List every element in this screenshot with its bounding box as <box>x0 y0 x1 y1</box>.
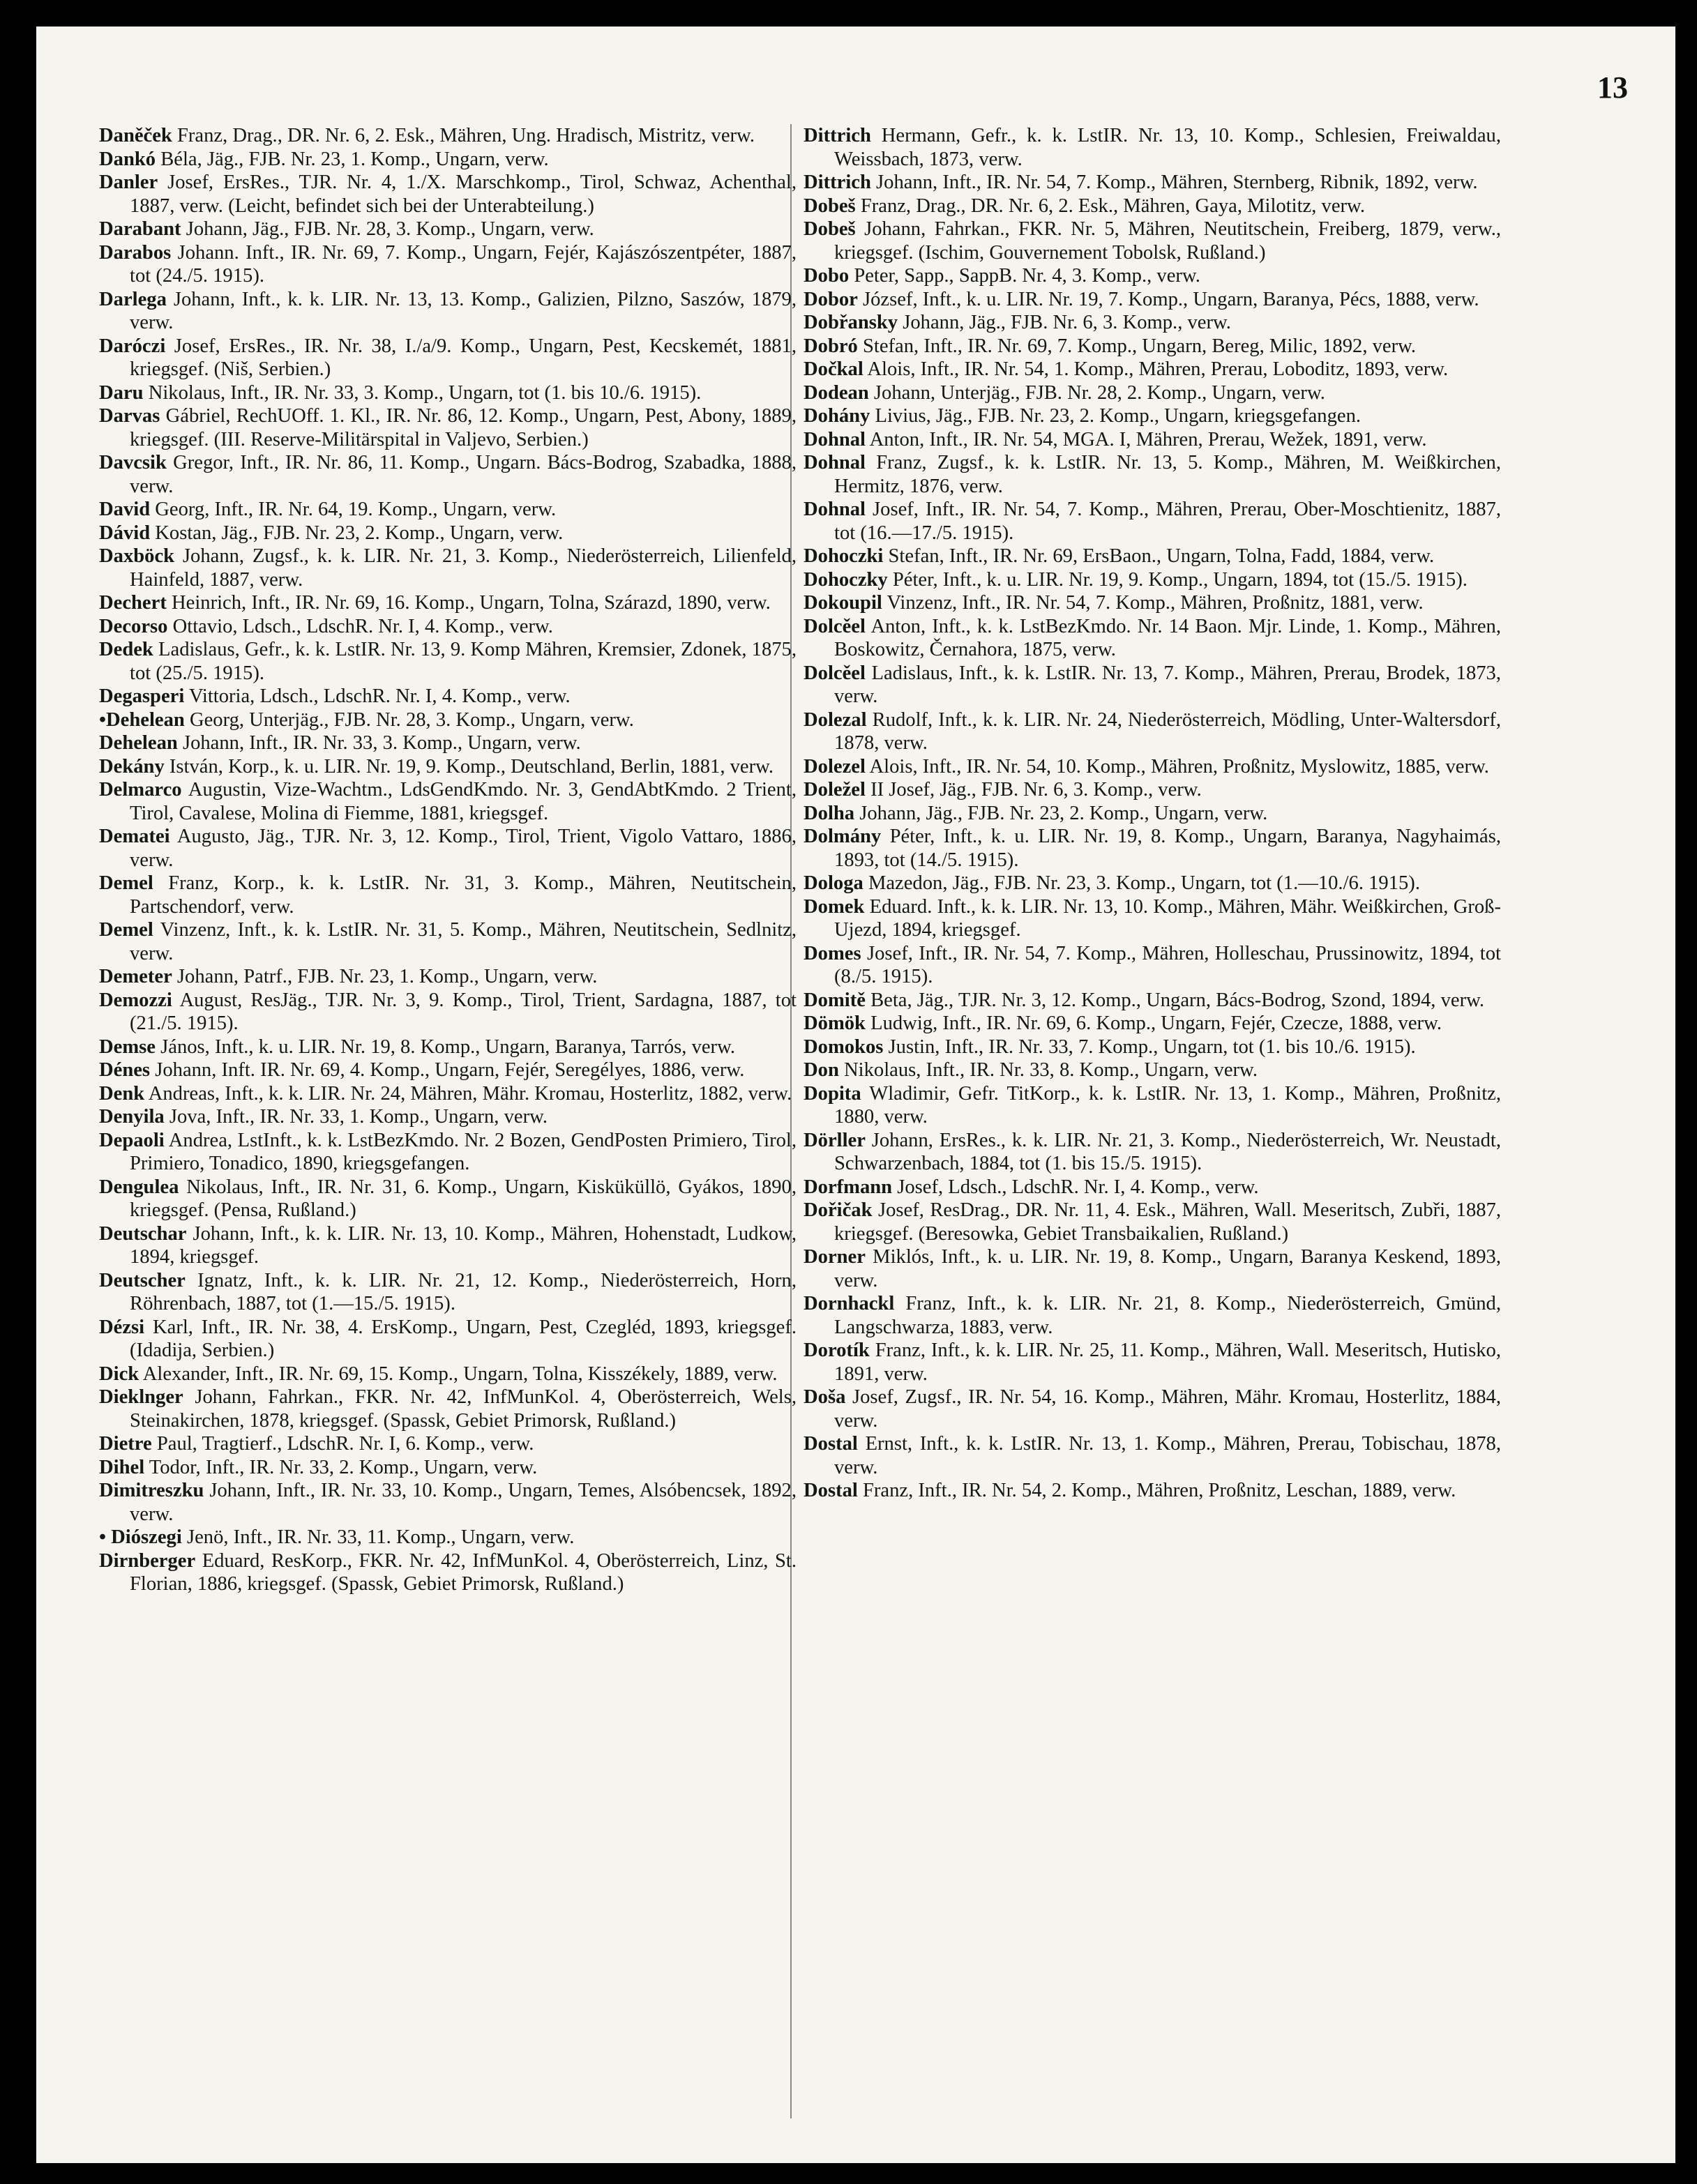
entry-surname: Doležel <box>804 779 866 801</box>
register-entry <box>804 124 1501 171</box>
register-entry <box>99 124 797 148</box>
entry-details: Johann, Jäg., FJB. Nr. 6, 3. Komp., verw. <box>903 312 1231 333</box>
entry-surname: Don <box>804 1059 839 1081</box>
entry-details: Augusto, Jäg., TJR. Nr. 3, 12. Komp., Tirol, Trient, Vigolo Vattaro, 1886, verw. <box>130 826 797 871</box>
entry-details: Peter, Sapp., SappB. Nr. 4, 3. Komp., verw. <box>854 265 1200 287</box>
entry-details: Johann, Fahrkan., FKR. Nr. 42, InfMunKol. 4, Oberösterreich, Wels, Steinakirchen, 1878, kriegsgef. (Spassk, Gebiet Primorsk, Rußland.) <box>130 1386 797 1432</box>
entry-surname: Degasperi <box>99 685 185 707</box>
entry-details: Johann, Jäg., FJB. Nr. 23, 2. Komp., Ungarn, verw. <box>859 802 1268 824</box>
entry-surname: Dologa <box>804 872 863 894</box>
entry-details: Johann. Inft., IR. Nr. 69, 7. Komp., Ungarn, Fejér, Kajászószentpéter, 1887, tot (24./5. 1915). <box>130 241 797 287</box>
entry-details: Béla, Jäg., FJB. Nr. 23, 1. Komp., Ungarn, verw. <box>160 148 549 170</box>
entry-details: Josef, Ldsch., LdschR. Nr. I, 4. Komp., verw. <box>897 1176 1259 1198</box>
entry-details: Franz, Inft., IR. Nr. 54, 2. Komp., Mähren, Proßnitz, Leschan, 1889, verw. <box>863 1480 1456 1501</box>
entry-surname: Dömök <box>804 1013 866 1034</box>
entry-details: Ladislaus, Inft., k. k. LstIR. Nr. 13, 7. Komp., Mähren, Prerau, Brodek, 1873, verw. <box>834 662 1501 707</box>
register-entry <box>99 918 797 965</box>
register-entry <box>99 1129 797 1176</box>
entry-surname: Dirnberger <box>99 1549 196 1572</box>
entry-details: II Josef, Jäg., FJB. Nr. 6, 3. Komp., verw. <box>870 779 1202 801</box>
register-entry <box>99 241 797 288</box>
entry-surname: Darvas <box>99 405 160 427</box>
register-entry <box>99 1386 797 1432</box>
entry-details: Johann, Inft., IR. Nr. 33, 10. Komp., Ungarn, Temes, Alsóbencsek, 1892, verw. <box>130 1480 797 1525</box>
register-entry <box>804 428 1501 452</box>
entry-surname: Deutschar <box>99 1222 187 1245</box>
entry-surname: Dittrich <box>804 172 871 193</box>
entry-surname: Domek <box>804 895 865 918</box>
register-entry <box>804 778 1501 802</box>
entry-surname: Danler <box>99 172 158 193</box>
register-entry <box>804 1082 1501 1129</box>
entry-details: Georg, Unterjäg., FJB. Nr. 28, 3. Komp., Ungarn, verw. <box>189 708 634 731</box>
entry-surname: Demeter <box>99 966 172 987</box>
register-entry <box>804 755 1501 779</box>
entry-surname: Deutscher <box>99 1269 186 1291</box>
entry-surname: Dietre <box>99 1433 152 1455</box>
entry-surname: Dohnal <box>804 499 866 520</box>
register-entry <box>804 498 1501 545</box>
entry-details: Johann, Unterjäg., FJB. Nr. 28, 2. Komp., Ungarn, verw. <box>873 381 1325 404</box>
entry-details: Todor, Inft., IR. Nr. 33, 2. Komp., Ungarn, verw. <box>149 1456 538 1478</box>
register-entry <box>99 335 797 381</box>
entry-details: Eduard. Inft., k. k. LIR. Nr. 13, 10. Komp., Mähren, Mähr. Weißkirchen, Groß-Ujezd, 1894, kriegsgef. <box>834 895 1501 941</box>
register-entry <box>99 755 797 779</box>
register-entry <box>804 264 1501 288</box>
entry-surname: David <box>99 499 151 520</box>
entry-surname: Darabos <box>99 241 172 264</box>
entry-surname: Dobo <box>804 265 850 287</box>
entry-surname: Dořičak <box>804 1199 873 1221</box>
register-entry <box>99 1549 797 1596</box>
entry-details: János, Inft., k. u. LIR. Nr. 19, 8. Komp., Ungarn, Baranya, Tarrós, verw. <box>160 1036 736 1058</box>
entry-details: Josef, Zugsf., IR. Nr. 54, 16. Komp., Mähren, Mähr. Kromau, Hosterlitz, 1884, verw. <box>834 1386 1501 1432</box>
entry-surname: Dobeš <box>804 218 856 240</box>
entry-surname: Demel <box>99 919 153 941</box>
register-entry <box>804 1245 1501 1292</box>
entry-surname: Dohány <box>804 405 870 427</box>
register-entry <box>804 872 1501 895</box>
register-entry <box>804 1432 1501 1479</box>
entry-details: Nikolaus, Inft., IR. Nr. 31, 6. Komp., Ungarn, Kisküküllö, Gyákos, 1890, kriegsgef. (Pensa, Rußland.) <box>130 1176 797 1221</box>
entry-surname: Daróczi <box>99 335 166 357</box>
entry-surname: Dorner <box>804 1246 866 1268</box>
entry-details: Beta, Jäg., TJR. Nr. 3, 12. Komp., Ungarn, Bács-Bodrog, Szond, 1894, verw. <box>870 989 1485 1011</box>
entry-details: Anton, Inft., IR. Nr. 54, MGA. I, Mähren, Prerau, Wežek, 1891, verw. <box>869 428 1427 450</box>
entry-surname: Demel <box>99 872 153 894</box>
register-entry <box>804 1129 1501 1176</box>
entry-details: Miklós, Inft., k. u. LIR. Nr. 19, 8. Komp., Ungarn, Baranya Keskend, 1893, verw. <box>834 1246 1501 1291</box>
register-entry <box>804 218 1501 264</box>
entry-surname: Dolha <box>804 802 855 824</box>
entry-surname: Depaoli <box>99 1129 165 1151</box>
entry-surname: Daru <box>99 381 144 404</box>
entry-surname: Dekány <box>99 755 165 778</box>
entry-details: Alois, Inft., IR. Nr. 54, 10. Komp., Mähren, Proßnitz, Myslowitz, 1885, verw. <box>869 755 1489 778</box>
entry-details: Hermann, Gefr., k. k. LstIR. Nr. 13, 10. Komp., Schlesien, Freiwaldau, Weissbach, 1873, verw. <box>834 125 1501 170</box>
register-entry <box>99 1036 797 1059</box>
entry-details: Georg, Inft., IR. Nr. 64, 19. Komp., Ungarn, verw. <box>155 499 557 520</box>
entry-details: Péter, Inft., k. u. LIR. Nr. 19, 9. Komp., Ungarn, 1894, tot (15./5. 1915). <box>892 568 1468 591</box>
entry-details: Ignatz, Inft., k. k. LIR. Nr. 21, 12. Komp., Niederösterreich, Horn, Röhrenbach, 1887, tot (1.—15./5. 1915). <box>130 1269 797 1314</box>
left-column <box>99 124 797 1596</box>
entry-details: Paul, Tragtierf., LdschR. Nr. I, 6. Komp., verw. <box>156 1433 534 1455</box>
entry-surname: Dokoupil <box>804 592 882 614</box>
entry-details: Josef, Inft., IR. Nr. 54, 7. Komp., Mähren, Holleschau, Prussinowitz, 1894, tot (8./5. 1915). <box>834 942 1501 987</box>
entry-surname: Dittrich <box>804 125 871 146</box>
register-entry <box>804 358 1501 381</box>
register-entry <box>99 1105 797 1129</box>
register-entry <box>99 591 797 615</box>
entry-details: Stefan, Inft., IR. Nr. 69, ErsBaon., Ungarn, Tolna, Fadd, 1884, verw. <box>888 545 1435 567</box>
entry-surname: Dolezal <box>804 708 867 731</box>
entry-surname: Dengulea <box>99 1176 179 1198</box>
entry-surname: Dolezel <box>804 755 866 778</box>
register-entry <box>804 1059 1501 1082</box>
entry-details: Nikolaus, Inft., IR. Nr. 33, 3. Komp., Ungarn, tot (1. bis 10./6. 1915). <box>148 381 702 404</box>
entry-details: Péter, Inft., k. u. LIR. Nr. 19, 8. Komp., Ungarn, Baranya, Nagyhaimás, 1893, tot (14./5. 1915). <box>834 826 1501 871</box>
register-entry <box>99 1059 797 1082</box>
register-entry <box>99 218 797 241</box>
register-entry <box>804 1386 1501 1432</box>
entry-details: Stefan, Inft., IR. Nr. 69, 7. Komp., Ungarn, Bereg, Milic, 1892, verw. <box>863 335 1417 357</box>
entry-surname: Dihel <box>99 1456 145 1478</box>
entry-details: Franz, Inft., k. k. LIR. Nr. 25, 11. Komp., Mähren, Wall. Meseritsch, Hutisko, 1891, verw. <box>834 1340 1501 1385</box>
entry-details: Josef, Inft., IR. Nr. 54, 7. Komp., Mähren, Prerau, Ober-Moschtienitz, 1887, tot (16.—17./5. 1915). <box>834 499 1501 544</box>
entry-surname: Dávid <box>99 522 151 544</box>
entry-details: Justin, Inft., IR. Nr. 33, 7. Komp., Ungarn, tot (1. bis 10./6. 1915). <box>888 1036 1416 1058</box>
entry-details: Ludwig, Inft., IR. Nr. 69, 6. Komp., Ungarn, Fejér, Czecze, 1888, verw. <box>870 1013 1442 1034</box>
register-entry <box>804 1292 1501 1339</box>
register-entry <box>99 615 797 639</box>
entry-details: Josef, ResDrag., DR. Nr. 11, 4. Esk., Mähren, Wall. Meseritsch, Zubři, 1887, kriegsgef. (Beresowka, Gebiet Transbaikalien, Rußland.) <box>834 1199 1501 1245</box>
entry-surname: Denk <box>99 1082 145 1105</box>
entry-details: Rudolf, Inft., k. k. LIR. Nr. 24, Niederösterreich, Mödling, Unter-Waltersdorf, 1878, verw. <box>834 708 1502 754</box>
register-entry <box>804 171 1501 195</box>
register-entry <box>804 662 1501 708</box>
entry-surname: Decorso <box>99 615 168 637</box>
entry-details: Andrea, LstInft., k. k. LstBezKmdo. Nr. 2 Bozen, GendPosten Primiero, Tirol, Primiero, Tonadico, 1890, kriegsgefangen. <box>130 1129 797 1174</box>
entry-details: Wladimir, Gefr. TitKorp., k. k. LstIR. Nr. 13, 1. Komp., Mähren, Proßnitz, 1880, verw. <box>834 1082 1501 1128</box>
entry-details: Josef, ErsRes., IR. Nr. 38, I./a/9. Komp., Ungarn, Pest, Kecskemét, 1881, kriegsgef. (Niš, Serbien.) <box>130 335 797 380</box>
entry-surname: Dematei <box>99 826 170 847</box>
entry-details: Jenö, Inft., IR. Nr. 33, 11. Komp., Ungarn, verw. <box>186 1526 575 1548</box>
entry-surname: Dörller <box>804 1129 866 1151</box>
register-entry <box>99 965 797 989</box>
register-entry <box>804 1012 1501 1036</box>
page-number: 13 <box>1597 70 1628 105</box>
entry-surname: Domes <box>804 942 861 964</box>
register-entry <box>99 731 797 755</box>
register-entry <box>99 1479 797 1526</box>
entry-surname: • Diószegi <box>99 1526 182 1548</box>
entry-surname: Dorfmann <box>804 1176 893 1198</box>
entry-details: Johann, Inft., k. k. LIR. Nr. 13, 10. Komp., Mähren, Hohenstadt, Ludkow, 1894, kriegsgef. <box>130 1222 797 1268</box>
entry-surname: Dieklnger <box>99 1386 183 1408</box>
entry-details: Gregor, Inft., IR. Nr. 86, 11. Komp., Ungarn. Bács-Bodrog, Szabadka, 1888, verw. <box>130 452 797 497</box>
register-entry <box>99 522 797 545</box>
entry-surname: •Dehelean <box>99 708 185 731</box>
entry-surname: Domitě <box>804 989 866 1011</box>
register-entry <box>804 1479 1501 1503</box>
entry-surname: Dobró <box>804 335 858 357</box>
entry-details: Jova, Inft., IR. Nr. 33, 1. Komp., Ungarn, verw. <box>169 1106 548 1128</box>
entry-details: Johann, Fahrkan., FKR. Nr. 5, Mähren, Neutitschein, Freiberg, 1879, verw., kriegsgef. (Ischim, Gouvernement Tobolsk, Rußland.) <box>834 218 1501 264</box>
entry-details: Johann, Inft., k. k. LIR. Nr. 13, 13. Komp., Galizien, Pilzno, Saszów, 1879, verw. <box>130 288 797 333</box>
entry-details: Johann, Patrf., FJB. Nr. 23, 1. Komp., Ungarn, verw. <box>176 966 598 987</box>
entry-details: Gábriel, RechUOff. 1. Kl., IR. Nr. 86, 12. Komp., Ungarn, Pest, Abony, 1889, kriegsgef. (III. Reserve-Militärspital in Valjevo, Serbien.) <box>130 405 797 450</box>
entry-surname: Dohnal <box>804 428 866 450</box>
entry-details: Johann, Inft., IR. Nr. 33, 3. Komp., Ungarn, verw. <box>182 732 581 754</box>
register-entry <box>804 404 1501 428</box>
entry-surname: Dobřansky <box>804 312 898 333</box>
register-entry <box>804 802 1501 826</box>
entry-surname: Dénes <box>99 1059 151 1081</box>
register-entry <box>804 568 1501 592</box>
entry-details: Johann, Inft., IR. Nr. 54, 7. Komp., Mähren, Sternberg, Ribnik, 1892, verw. <box>876 172 1478 193</box>
entry-details: Franz, Drag., DR. Nr. 6, 2. Esk., Mähren, Gaya, Milotitz, verw. <box>860 195 1365 217</box>
entry-details: Johann, ErsRes., k. k. LIR. Nr. 21, 3. Komp., Niederösterreich, Wr. Neustadt, Schwarzenbach, 1884, tot (1. bis 15./5. 1915). <box>834 1129 1501 1174</box>
register-entry <box>99 1316 797 1363</box>
entry-details: Mazedon, Jäg., FJB. Nr. 23, 3. Komp., Ungarn, tot (1.—10./6. 1915). <box>868 872 1420 894</box>
entry-surname: Dohoczky <box>804 568 888 591</box>
right-column <box>804 124 1501 1503</box>
entry-surname: Daněček <box>99 125 172 146</box>
entry-surname: Darabant <box>99 218 181 240</box>
register-entry <box>804 825 1501 872</box>
entry-details: Anton, Inft., k. k. LstBezKmdo. Nr. 14 Baon. Mjr. Linde, 1. Komp., Mähren, Boskowitz, Černahora, 1875, verw. <box>834 615 1501 660</box>
register-entry <box>804 1036 1501 1059</box>
entry-details: Alexander, Inft., IR. Nr. 69, 15. Komp., Ungarn, Tolna, Kisszékely, 1889, verw. <box>142 1363 778 1385</box>
entry-surname: Dechert <box>99 592 167 614</box>
register-entry <box>804 895 1501 942</box>
register-entry <box>99 638 797 685</box>
entry-details: Nikolaus, Inft., IR. Nr. 33, 8. Komp., Ungarn, verw. <box>844 1059 1258 1081</box>
entry-surname: Dimitreszku <box>99 1480 204 1501</box>
register-entry <box>99 1526 797 1549</box>
entry-details: Ernst, Inft., k. k. LstIR. Nr. 13, 1. Komp., Mähren, Prerau, Tobischau, 1878, verw. <box>834 1433 1501 1478</box>
entry-surname: Dorotík <box>804 1340 870 1361</box>
entry-details: Vittoria, Ldsch., LdschR. Nr. I, 4. Komp., verw. <box>188 685 571 707</box>
register-entry <box>804 195 1501 218</box>
entry-surname: Darlega <box>99 288 167 310</box>
entry-surname: Dočkal <box>804 358 863 380</box>
register-entry <box>99 778 797 825</box>
entry-surname: Demse <box>99 1036 156 1058</box>
register-entry <box>99 381 797 405</box>
register-entry <box>804 708 1501 755</box>
entry-surname: Dézsi <box>99 1316 145 1338</box>
register-entry <box>99 545 797 591</box>
entry-details: Johann, Jäg., FJB. Nr. 28, 3. Komp., Ungarn, verw. <box>186 218 594 240</box>
entry-surname: Dedek <box>99 639 153 660</box>
register-entry <box>99 171 797 218</box>
register-entry <box>99 1082 797 1106</box>
register-entry <box>99 404 797 451</box>
entry-details: Heinrich, Inft., IR. Nr. 69, 16. Komp., Ungarn, Tolna, Szárazd, 1890, verw. <box>172 592 771 614</box>
register-entry <box>99 1176 797 1222</box>
entry-details: Vinzenz, Inft., IR. Nr. 54, 7. Komp., Mähren, Proßnitz, 1881, verw. <box>887 592 1424 614</box>
register-entry <box>99 498 797 522</box>
register-entry <box>99 1363 797 1386</box>
register-entry <box>804 311 1501 335</box>
entry-surname: Denyila <box>99 1106 165 1128</box>
entry-details: Alois, Inft., IR. Nr. 54, 1. Komp., Mähren, Prerau, Loboditz, 1893, verw. <box>867 358 1449 380</box>
entry-surname: Dornhackl <box>804 1293 895 1314</box>
entry-surname: Dobor <box>804 288 858 310</box>
entry-surname: Dick <box>99 1363 139 1385</box>
entry-details: István, Korp., k. u. LIR. Nr. 19, 9. Komp., Deutschland, Berlin, 1881, verw. <box>169 755 774 778</box>
entry-details: Johann, Inft. IR. Nr. 69, 4. Komp., Ungarn, Fejér, Seregélyes, 1886, verw. <box>155 1059 745 1081</box>
entry-surname: Demozzi <box>99 989 172 1011</box>
entry-details: Karl, Inft., IR. Nr. 38, 4. ErsKomp., Ungarn, Pest, Czegléd, 1893, kriegsgef. (Idadija, Serbien.) <box>130 1316 797 1361</box>
register-entry <box>804 615 1501 662</box>
register-entry <box>804 1199 1501 1245</box>
entry-details: Augustin, Vize-Wachtm., LdsGendKmdo. Nr. 3, GendAbtKmdo. 2 Trient, Tirol, Cavalese, Molina di Fiemme, 1881, kriegsgef. <box>130 779 797 824</box>
entry-details: August, ResJäg., TJR. Nr. 3, 9. Komp., Tirol, Trient, Sardagna, 1887, tot (21./5. 1915). <box>130 989 797 1034</box>
entry-details: Andreas, Inft., k. k. LIR. Nr. 24, Mähren, Mähr. Kromau, Hosterlitz, 1882, verw. <box>148 1082 792 1105</box>
entry-surname: Domokos <box>804 1036 884 1058</box>
entry-details: Ladislaus, Gefr., k. k. LstIR. Nr. 13, 9. Komp Mähren, Kremsier, Zdonek, 1875, tot (25./5. 1915). <box>130 639 797 684</box>
entry-details: Franz, Zugsf., k. k. LstIR. Nr. 13, 5. Komp., Mähren, M. Weißkirchen, Hermitz, 1876, verw. <box>834 452 1502 497</box>
register-entry <box>804 1176 1501 1199</box>
entry-surname: Dohnal <box>804 452 866 473</box>
entry-details: Kostan, Jäg., FJB. Nr. 23, 2. Komp., Ungarn, verw. <box>155 522 564 544</box>
entry-surname: Dodean <box>804 381 869 404</box>
register-entry <box>99 1269 797 1316</box>
entry-details: Franz, Korp., k. k. LstIR. Nr. 31, 3. Komp., Mähren, Neutitschein, Partschendorf, verw. <box>130 872 797 918</box>
entry-details: Ottavio, Ldsch., LdschR. Nr. I, 4. Komp., verw. <box>172 615 553 637</box>
entry-details: József, Inft., k. u. LIR. Nr. 19, 7. Komp., Ungarn, Baranya, Pécs, 1888, verw. <box>863 288 1479 310</box>
entry-surname: Davcsik <box>99 452 167 473</box>
entry-details: Franz, Drag., DR. Nr. 6, 2. Esk., Mähren, Ung. Hradisch, Mistritz, verw. <box>176 125 755 146</box>
entry-surname: Dolmány <box>804 826 882 847</box>
register-entry <box>804 545 1501 568</box>
register-entry <box>99 288 797 335</box>
register-entry <box>804 451 1501 498</box>
register-entry <box>804 381 1501 405</box>
register-entry <box>804 591 1501 615</box>
register-entry <box>99 685 797 708</box>
register-entry <box>99 1222 797 1269</box>
register-entry <box>99 825 797 872</box>
entry-surname: Doša <box>804 1386 846 1408</box>
entry-surname: Dobeš <box>804 195 856 217</box>
register-entry <box>99 1432 797 1456</box>
register-entry <box>99 708 797 732</box>
entry-surname: Dehelean <box>99 732 178 754</box>
entry-surname: Dostal <box>804 1480 858 1501</box>
entry-surname: Dohoczki <box>804 545 884 567</box>
entry-details: Johann, Zugsf., k. k. LIR. Nr. 21, 3. Komp., Niederösterreich, Lilienfeld, Hainfeld, 1887, verw. <box>130 545 797 591</box>
register-entry <box>99 872 797 918</box>
register-entry <box>99 1456 797 1480</box>
register-entry <box>99 451 797 498</box>
register-entry <box>804 288 1501 312</box>
entry-surname: Dopita <box>804 1082 861 1105</box>
document-page <box>36 26 1675 2163</box>
entry-details: Vinzenz, Inft., k. k. LstIR. Nr. 31, 5. Komp., Mähren, Neutitschein, Sedlnitz, verw. <box>130 919 797 964</box>
entry-details: Franz, Inft., k. k. LIR. Nr. 21, 8. Komp., Niederösterreich, Gmünd, Langschwarza, 1883, verw. <box>834 1293 1501 1338</box>
entry-surname: Daxböck <box>99 545 175 567</box>
register-entry <box>804 335 1501 358</box>
entry-surname: Dankó <box>99 148 156 170</box>
register-entry <box>804 1339 1501 1386</box>
entry-surname: Dolcěel <box>804 662 866 684</box>
entry-details: Livius, Jäg., FJB. Nr. 23, 2. Komp., Ungarn, kriegsgefangen. <box>875 405 1362 427</box>
entry-surname: Delmarco <box>99 779 182 801</box>
register-entry <box>804 942 1501 989</box>
register-entry <box>99 148 797 172</box>
entry-details: Josef, ErsRes., TJR. Nr. 4, 1./X. Marschkomp., Tirol, Schwaz, Achenthal, 1887, verw. (Leicht, befindet sich bei der Unterabteilung.) <box>130 172 797 217</box>
entry-details: Eduard, ResKorp., FKR. Nr. 42, InfMunKol. 4, Oberösterreich, Linz, St. Florian, 1886, kriegsgef. (Spassk, Gebiet Primorsk, Rußland.) <box>130 1549 797 1595</box>
entry-surname: Dolcěel <box>804 615 866 637</box>
register-entry <box>99 989 797 1036</box>
entry-surname: Dostal <box>804 1433 858 1455</box>
register-entry <box>804 989 1501 1013</box>
